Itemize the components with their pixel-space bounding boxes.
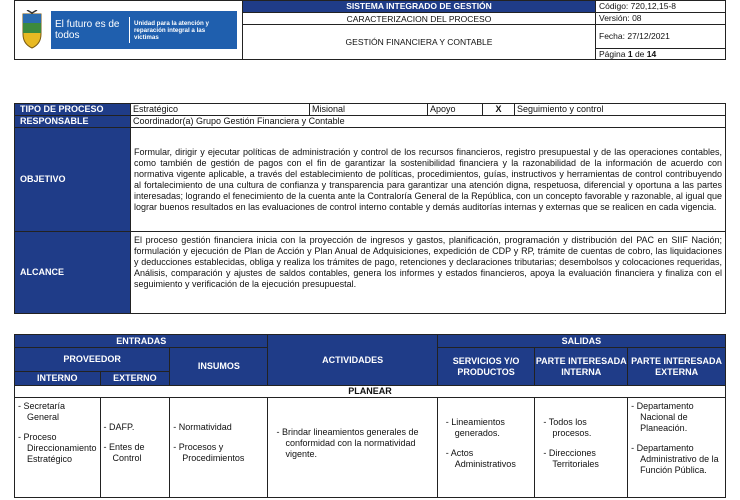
system-title: SISTEMA INTEGRADO DE GESTIÓN <box>243 1 596 13</box>
list-item: - Brindar lineamientos generales de conformidad con la normatividad vigente. <box>276 426 419 459</box>
cell-externo <box>100 398 170 498</box>
page-indicator <box>596 49 726 60</box>
document-header <box>14 0 726 60</box>
page-total: 14 <box>646 48 657 59</box>
list-item: - Normatividad <box>173 422 232 432</box>
alcance-label: ALCANCE <box>15 232 131 314</box>
entradas-salidas-table <box>14 334 726 498</box>
list-item: - Departamento Nacional de Planeación. <box>631 401 694 433</box>
cell-servicios <box>437 398 535 498</box>
tipo-selected-mark: X <box>483 104 515 116</box>
objetivo-label: OBJETIVO <box>15 128 131 232</box>
process-info-table <box>14 103 726 314</box>
page-prefix: Página <box>599 48 628 59</box>
list-item: - Todos los procesos. <box>543 416 592 438</box>
page-number: 1 <box>627 48 633 59</box>
interesada-externa-header: PARTE INTERESADA EXTERNA <box>628 348 726 386</box>
logo <box>51 11 237 49</box>
document-date: Fecha: 27/12/2021 <box>596 25 726 49</box>
actividades-header: ACTIVIDADES <box>268 335 437 386</box>
list-item: - Actos Administrativos <box>445 447 516 469</box>
cell-interesada-interna <box>535 398 628 498</box>
logo-sub-text: Unidad para la atención y reparación integral a las víctimas <box>134 19 209 41</box>
document-version: Versión: 08 <box>596 13 726 25</box>
list-item: - Direcciones Territoriales <box>543 447 599 469</box>
interno-header: INTERNO <box>15 372 101 386</box>
cell-insumos <box>170 398 268 498</box>
objetivo-text: Formular, dirigir y ejecutar políticas de administración y control de los recursos financieros, registro presupuestal y de las operaciones contables, como también de gestión de pagos con el fin de garantizar la sostenibilidad financiera y la razonabilidad de la información de acuerdo con normativa vigente aplicable, a través del establecimiento de políticas, procedimientos, guías, instructivos y herramientas de control contribuyendo al fortalecimiento de una cultura de confianza y transparencia para garantizar una atención digna, respetuosa, diferencial y oportuna a las partes interesadas; logrando el fenecimiento de la cuenta ante la Contraloría General de la República, con un concepto favorable y razonable, al igual que lograr buenos resultados en las evaluaciones de control interno contable y demás auditorías internas y externas que se realicen en cada vigencia. <box>131 128 726 232</box>
tipo-option-misional: Misional <box>310 104 428 116</box>
tipo-option-seguimiento: Seguimiento y control <box>515 104 726 116</box>
responsable-label: RESPONSABLE <box>15 116 131 128</box>
table-row <box>15 398 726 498</box>
proveedor-header: PROVEEDOR <box>15 348 170 372</box>
list-item: - Secretaría General <box>18 401 66 422</box>
list-item: - Departamento Administrativo de la Función Pública. <box>631 443 719 475</box>
list-item: - Proceso Direccionamiento Estratégico <box>18 432 97 464</box>
list-item: - Procesos y Procedimientos <box>173 442 245 463</box>
cell-actividad <box>268 398 437 498</box>
responsable-value: Coordinador(a) Grupo Gestión Financiera y Contable <box>131 116 726 128</box>
insumos-header: INSUMOS <box>170 348 268 386</box>
interesada-interna-header: PARTE INTERESADA INTERNA <box>535 348 628 386</box>
logo-main-text: El futuro es de todos <box>55 19 120 41</box>
logo-cell <box>15 1 243 60</box>
page-of: de <box>632 48 647 59</box>
tipo-option-estrategico: Estratégico <box>131 104 310 116</box>
document-code: Código: 720,12,15-8 <box>596 1 726 13</box>
entradas-header: ENTRADAS <box>15 335 268 348</box>
coat-of-arms-icon <box>19 10 45 50</box>
process-name: GESTIÓN FINANCIERA Y CONTABLE <box>243 25 596 60</box>
salidas-header: SALIDAS <box>437 335 725 348</box>
document-type: CARACTERIZACION DEL PROCESO <box>243 13 596 25</box>
alcance-text: El proceso gestión financiera inicia con la proyección de ingresos y gastos, planificación, programación y distribución del PAC en SIIF Nación; formulación y ejecución de Plan de Acción y Plan Anual de Adquisiciones, expedición de CDP y RP, trámite de cuentas de cobro, las liquidaciones y deducciones establecidas, obliga y realiza los trámites de pago, retenciones y declaraciones tributarias; desembolsos y colocaciones requeridas, Análisis, comparación y ajustes de saldos contables, genera los informes y estados financieros, apoya la evaluación financiera y finaliza con el seguimiento y verificación de la ejecución presupuestal. <box>131 232 726 314</box>
list-item: - Entes de Control <box>103 442 145 463</box>
phase-planear: PLANEAR <box>15 386 726 398</box>
externo-header: EXTERNO <box>100 372 170 386</box>
tipo-proceso-label: TIPO DE PROCESO <box>15 104 131 116</box>
servicios-header: SERVICIOS Y/O PRODUCTOS <box>437 348 535 386</box>
cell-interno <box>15 398 101 498</box>
tipo-option-apoyo: Apoyo <box>428 104 483 116</box>
list-item: - Lineamientos generados. <box>445 416 505 438</box>
list-item: - DAFP. <box>103 422 135 432</box>
cell-interesada-externa <box>628 398 726 498</box>
